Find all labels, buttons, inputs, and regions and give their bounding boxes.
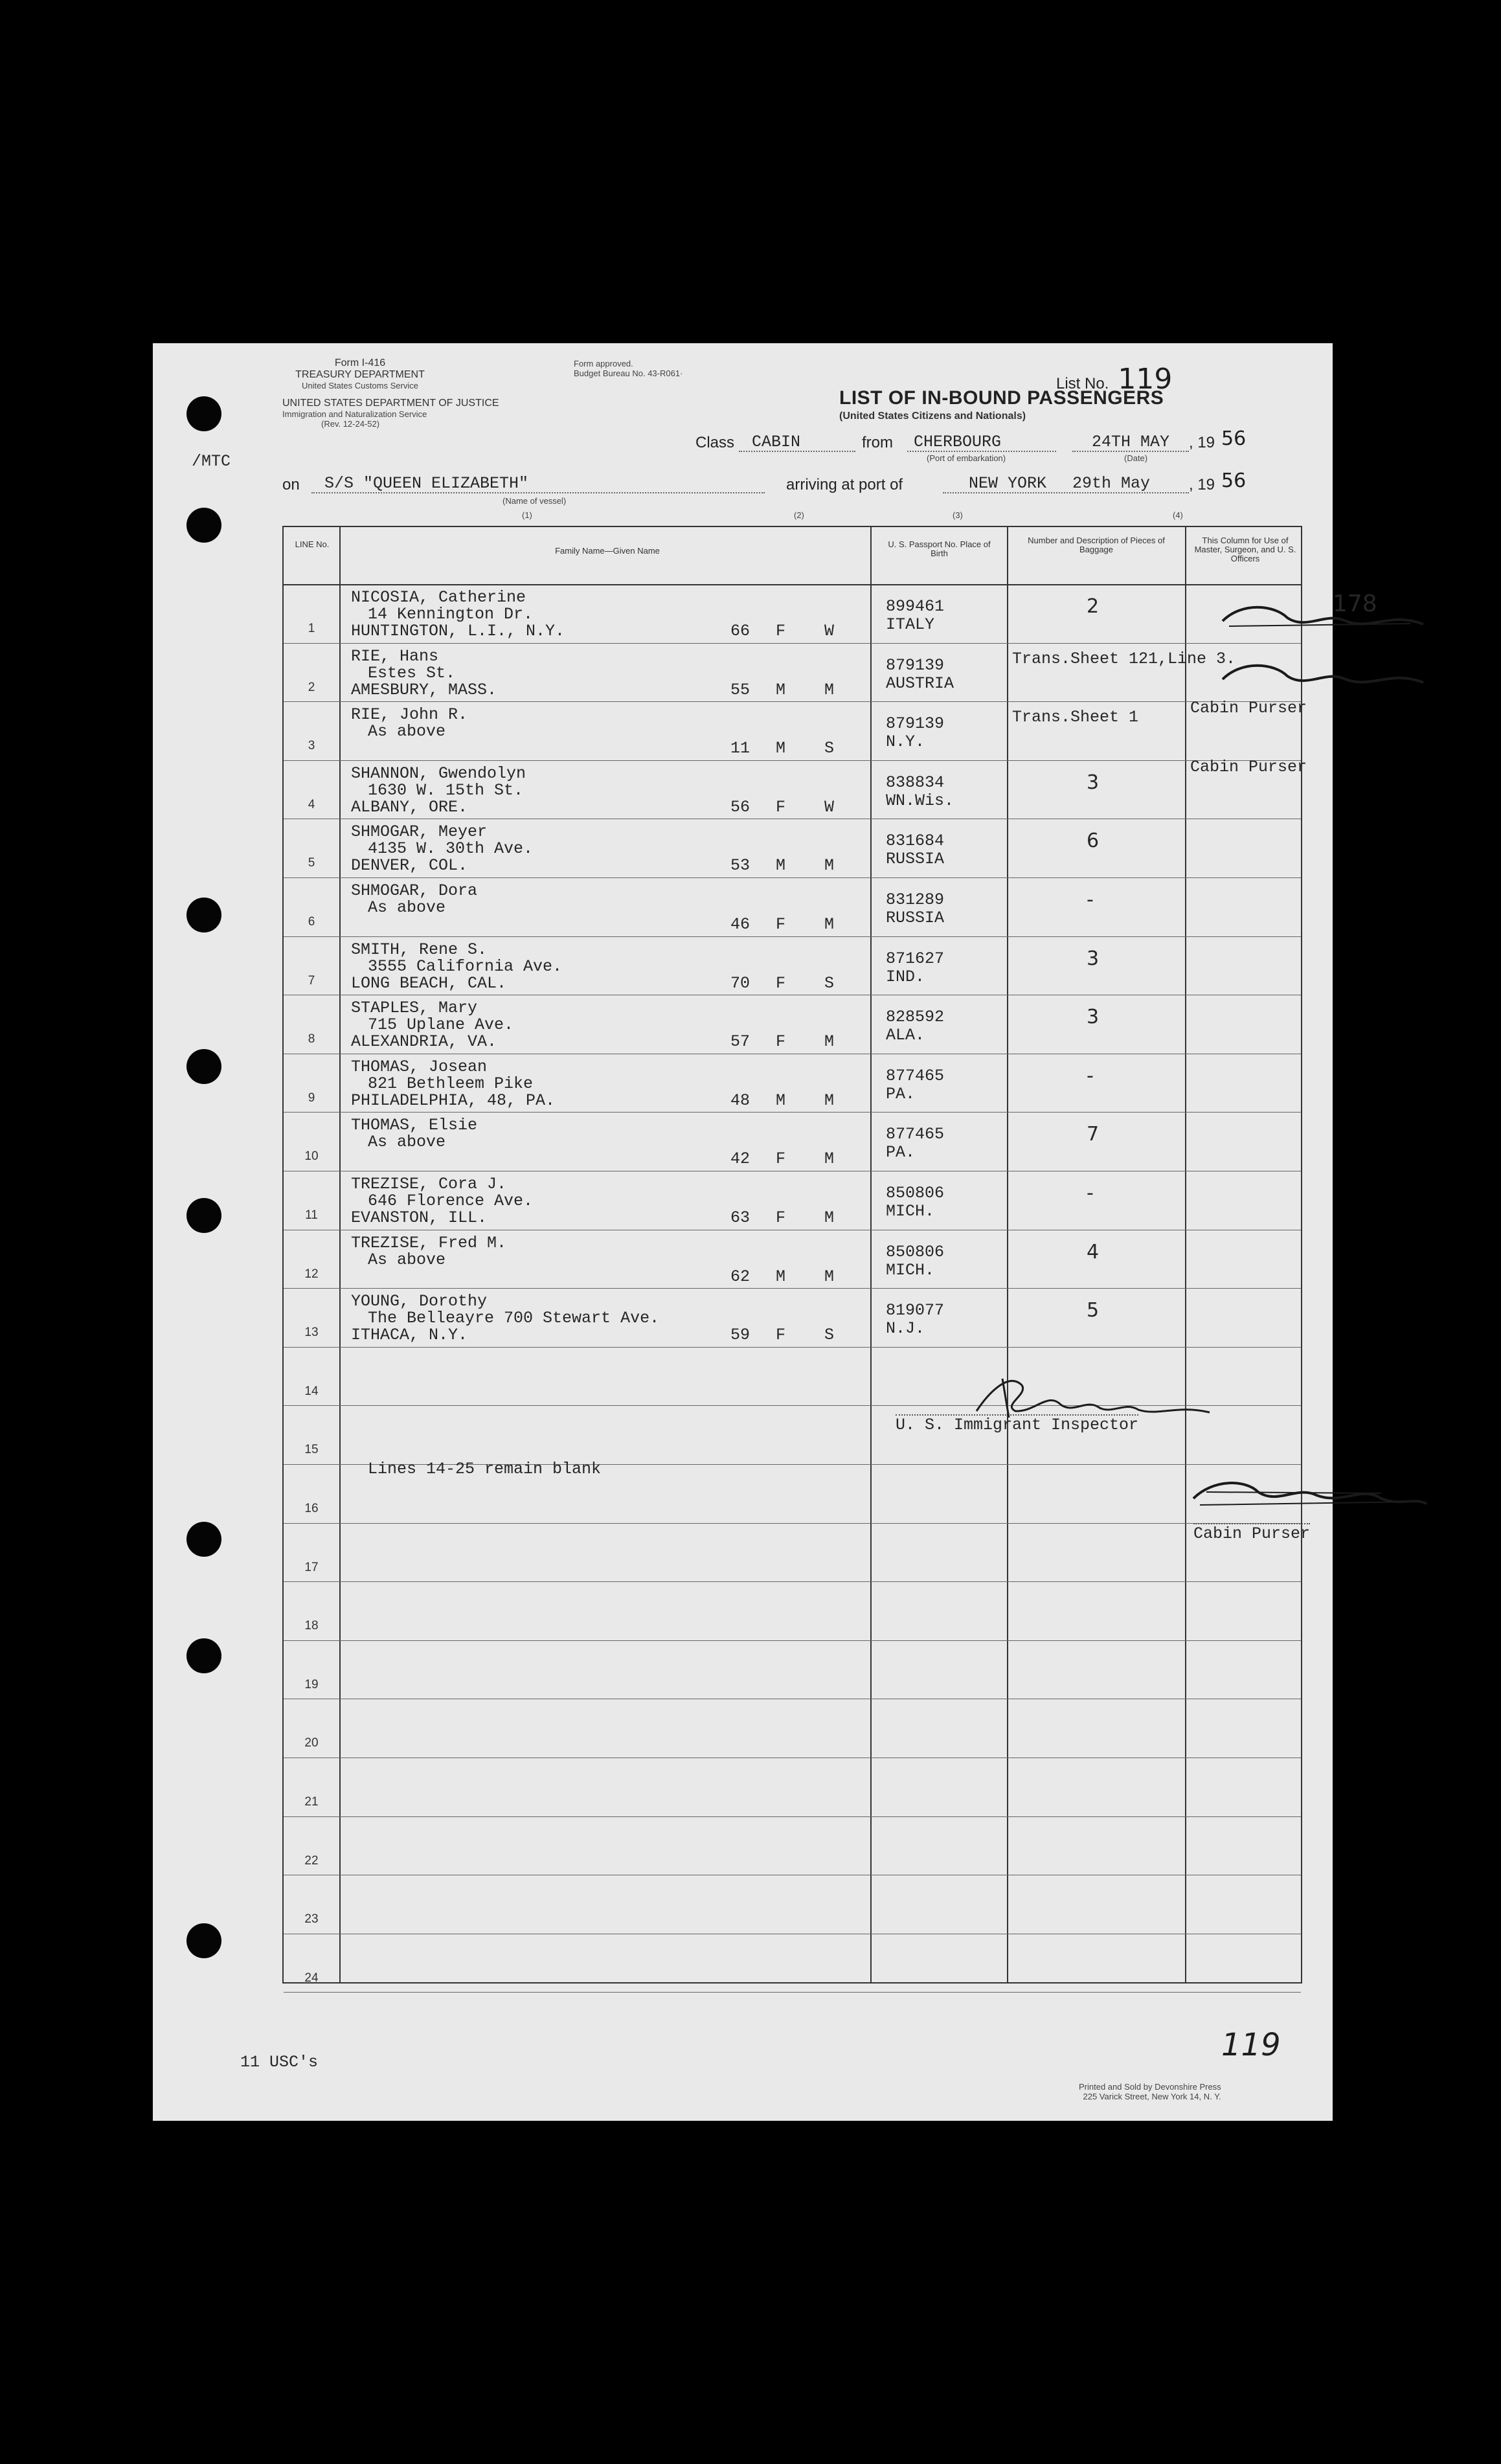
header-passport: U. S. Passport No. Place of Birth [888,539,991,558]
form-justice-block [282,398,499,429]
line-number: 18 [304,1619,319,1633]
binder-hole [186,508,221,543]
sex: F [776,1149,786,1169]
age: 63 [730,1208,751,1227]
vessel-caption: (Name of vessel) [502,496,567,506]
table-row [284,936,1301,995]
from-label: from [862,434,893,451]
col-number-2: (2) [794,510,804,520]
age: 59 [730,1326,751,1345]
place-of-birth: MICH. [886,1202,935,1221]
line-number: 3 [308,739,315,753]
baggage: - [1087,888,1094,911]
passenger-name: SHMOGAR, Meyer [351,822,488,842]
passenger-name: SHMOGAR, Dora [351,881,478,900]
binder-hole [186,1923,221,1958]
passport-number: 879139 [886,714,945,734]
address-line: 14 Kennington Dr. [368,605,534,624]
sex: M [776,1267,786,1286]
margin-note: /MTC [192,452,231,471]
binder-hole [186,1049,221,1084]
city-state: PHILADELPHIA, 48, PA. [351,1091,556,1110]
table-row [284,1230,1301,1289]
sex: F [776,622,786,640]
date-caption: (Date) [1124,453,1148,463]
list-number-value: 119 [1118,363,1173,396]
line-number: 9 [308,1091,315,1105]
address-line: 646 Florence Ave. [368,1192,534,1210]
place-of-birth: PA. [886,1084,916,1103]
line-number: 15 [304,1443,319,1457]
passenger-name: TREZISE, Cora J. [351,1175,507,1193]
sex: F [776,915,786,934]
table-row [284,699,1307,760]
marital-status: M [824,1032,835,1052]
place-of-birth: ITALY [886,615,935,634]
marital-status: M [824,1208,835,1227]
row-divider [284,1523,1301,1524]
arrival-year: 56 [1221,469,1247,492]
footer-statute: 11 USC's [240,2053,319,2072]
age: 11 [730,739,751,758]
city-state: ALEXANDRIA, VA. [351,1032,497,1052]
inspector-title: U. S. Immigrant Inspector [896,1416,1139,1434]
baggage: - [1087,1182,1094,1204]
baggage: 2 [1087,595,1100,618]
table-row [284,877,1301,936]
place-of-birth: ALA. [886,1026,925,1045]
address-line: 4135 W. 30th Ave. [368,839,534,859]
place-of-birth: MICH. [886,1260,935,1280]
line-number: 19 [304,1677,319,1691]
year-prefix: , 19 [1189,434,1215,451]
budget-bureau: Budget Bureau No. 43-R061· [574,368,683,378]
baggage: Trans.Sheet 121,Line 3. [1012,649,1236,668]
place-of-birth: WN.Wis. [886,791,954,810]
marital-status: S [824,973,835,993]
sex: F [776,1208,786,1227]
place-of-birth: IND. [886,967,925,986]
marital-status: M [824,856,835,876]
line-number: 24 [304,1971,319,1985]
address-line: Estes St. [368,663,456,683]
marital-status: M [824,1267,835,1286]
baggage: 6 [1087,830,1100,853]
sex: F [776,1032,786,1052]
age: 46 [730,915,751,934]
header-official-use: This Column for Use of Master, Surgeon, and U. S. Officers [1194,536,1296,563]
passenger-name: THOMAS, Josean [351,1057,488,1076]
line-number: 13 [304,1326,319,1340]
list-number: List No. 119 [1056,363,1173,396]
marital-status: M [824,1149,835,1169]
baggage: 5 [1087,1299,1100,1322]
dept-treasury: TREASURY DEPARTMENT [295,369,425,380]
row-divider [284,1581,1301,1582]
passport-number: 819077 [886,1301,945,1320]
date-field: 24TH MAY [1072,433,1189,452]
marital-status: S [824,739,835,758]
form-issuer-block [282,357,438,390]
address-line: The Belleayre 700 Stewart Ave. [368,1309,660,1328]
official-use: Cabin Purser [1190,699,1307,718]
blank-lines-remark: Lines 14-25 remain blank [368,1460,602,1478]
form-number: Form I-416 [334,357,386,368]
baggage: 3 [1087,947,1100,970]
marital-status: W [824,797,835,817]
line-number: 10 [304,1149,319,1164]
line-number: 17 [304,1560,319,1574]
age: 55 [730,680,751,699]
city-state: EVANSTON, ILL. [351,1208,488,1227]
line-number: 21 [304,1795,319,1809]
address-line: 1630 W. 15th St. [368,780,524,800]
address-line: 715 Uplane Ave. [368,1015,514,1035]
inspector-signature [964,1366,1223,1430]
official-use: 178 [1333,591,1377,617]
passenger-name: TREZISE, Fred M. [351,1233,507,1252]
form-revision: (Rev. 12-24-52) [321,419,380,429]
city-state: HUNTINGTON, L.I., N.Y. [351,622,565,640]
city-state: AMESBURY, MASS. [351,680,497,699]
passport-number: 838834 [886,773,945,792]
sex: F [776,973,786,993]
passport-number: 877465 [886,1066,945,1085]
port-field: NEW YORK 29th May [943,474,1189,493]
address-line: 821 Bethleem Pike [368,1074,534,1093]
marital-status: W [824,622,835,640]
age: 42 [730,1149,751,1169]
from-caption: (Port of embarkation) [927,453,1006,463]
table-row [284,757,1307,819]
age: 56 [730,797,751,817]
binder-hole [186,1522,221,1557]
binder-hole [186,898,221,932]
passenger-name: NICOSIA, Catherine [351,588,526,607]
address-line: As above [368,1250,446,1269]
marital-status: M [824,680,835,699]
line-number: 7 [308,973,315,988]
city-state: ITHACA, N.Y. [351,1326,468,1345]
approval-block [574,359,683,378]
passport-number: 850806 [886,1184,945,1203]
col-number-4: (4) [1173,510,1183,520]
approved-line: Form approved. [574,359,633,368]
baggage: 3 [1087,771,1100,794]
marital-status: M [824,915,835,934]
line-number: 8 [308,1032,315,1046]
line-number: 11 [305,1208,318,1222]
passport-number: 879139 [886,655,945,675]
city-state: DENVER, COL. [351,856,468,876]
sex: F [776,797,786,817]
sex: M [776,1091,786,1110]
city-state: ALBANY, ORE. [351,797,468,817]
line-number: 12 [304,1267,319,1281]
baggage: 3 [1087,1006,1100,1029]
printer-imprint: Printed and Sold by Devonshire Press 225 Varick Street, New York 14, N. Y. [1079,2082,1221,2101]
passenger-name: STAPLES, Mary [351,999,478,1018]
baggage: Trans.Sheet 1 [1012,708,1139,727]
table-row [284,995,1301,1054]
col-number-3: (3) [953,510,963,520]
from-field: CHERBOURG [907,433,1056,452]
city-state: LONG BEACH, CAL. [351,973,507,993]
arrival-year-prefix: , 19 [1189,476,1215,493]
passenger-name: SMITH, Rene S. [351,940,488,959]
age: 70 [730,973,751,993]
row-divider [284,1640,1301,1641]
page-subtitle: (United States Citizens and Nationals) [839,411,1026,422]
baggage: 7 [1087,1123,1100,1146]
line-number: 1 [308,622,315,635]
place-of-birth: N.J. [886,1319,925,1339]
binder-hole [186,1638,221,1673]
age: 53 [730,856,751,876]
passport-number: 899461 [886,597,945,616]
year-value: 56 [1221,427,1247,450]
age: 66 [730,622,751,640]
footer-page-number: 119 [1221,2027,1281,2063]
baggage: - [1087,1064,1094,1087]
purser-title: Cabin Purser [1193,1524,1311,1543]
passport-number: 871627 [886,949,945,968]
passenger-name: THOMAS, Elsie [351,1116,478,1135]
table-row [284,1112,1301,1171]
line-number: 16 [304,1502,319,1515]
passport-number: 831289 [886,890,945,909]
binder-hole [186,396,221,431]
vessel-field: S/S "QUEEN ELIZABETH" [311,474,765,493]
passport-number: 850806 [886,1242,945,1261]
dept-justice: UNITED STATES DEPARTMENT OF JUSTICE [282,398,499,409]
passport-number: 877465 [886,1125,945,1144]
address-line: As above [368,1133,446,1152]
passenger-table [282,526,1377,1985]
binder-hole [186,1198,221,1233]
dept-customs: United States Customs Service [302,381,418,390]
passenger-name: RIE, John R. [351,705,468,725]
line-number: 5 [308,856,315,870]
line-number: 23 [304,1912,319,1927]
marital-status: M [824,1091,835,1110]
header-name: Family Name—Given Name [555,546,660,556]
line-number: 14 [304,1384,319,1398]
header-baggage: Number and Description of Pieces of Baggage [1028,536,1165,554]
table-row [284,1171,1301,1230]
sex: M [776,680,786,699]
table-row [284,643,1301,702]
table-row [284,1288,1301,1347]
sex: M [776,856,786,876]
age: 62 [730,1267,751,1286]
address-line: 3555 California Ave. [368,956,563,976]
marital-status: S [824,1326,835,1345]
place-of-birth: N.Y. [886,732,925,752]
row-divider [284,1992,1301,1993]
purser-signature [1187,1466,1433,1524]
class-label: Class [695,434,735,451]
header-line-no: LINE No. [295,539,330,549]
sex: F [776,1326,786,1345]
line-number: 22 [304,1853,319,1868]
line-number: 4 [308,797,315,811]
official-use: Cabin Purser [1190,757,1307,776]
line-number: 20 [304,1736,319,1750]
place-of-birth: PA. [886,1143,916,1162]
passport-number: 831684 [886,831,945,851]
table-row [284,584,1377,643]
passenger-name: SHANNON, Gwendolyn [351,763,526,783]
address-line: As above [368,898,446,917]
place-of-birth: RUSSIA [886,909,945,927]
sex: M [776,739,786,758]
line-number: 6 [308,915,315,929]
col-number-1: (1) [522,510,532,520]
age: 48 [730,1091,751,1110]
address-line: As above [368,722,446,741]
class-field: CABIN [739,433,855,452]
baggage: 4 [1087,1240,1100,1263]
dept-ins: Immigration and Naturalization Service [282,409,427,419]
arriving-label: arriving at port of [786,476,903,493]
row-divider [284,1347,1301,1348]
passenger-name: RIE, Hans [351,646,439,666]
place-of-birth: AUSTRIA [886,673,954,693]
table-row [284,819,1301,877]
passenger-list-sheet [153,343,1377,2121]
place-of-birth: RUSSIA [886,850,945,869]
passport-number: 828592 [886,1008,945,1027]
on-label: on [282,476,300,493]
passenger-name: YOUNG, Dorothy [351,1292,488,1311]
table-row [284,1054,1301,1113]
line-number: 2 [308,680,315,694]
row-divider [284,1816,1301,1817]
page-title: LIST OF IN-BOUND PASSENGERS [839,387,1164,409]
trans-sheet-signature-2 [1216,653,1430,699]
age: 57 [730,1032,751,1052]
trans-sheet-signature [1216,591,1430,640]
